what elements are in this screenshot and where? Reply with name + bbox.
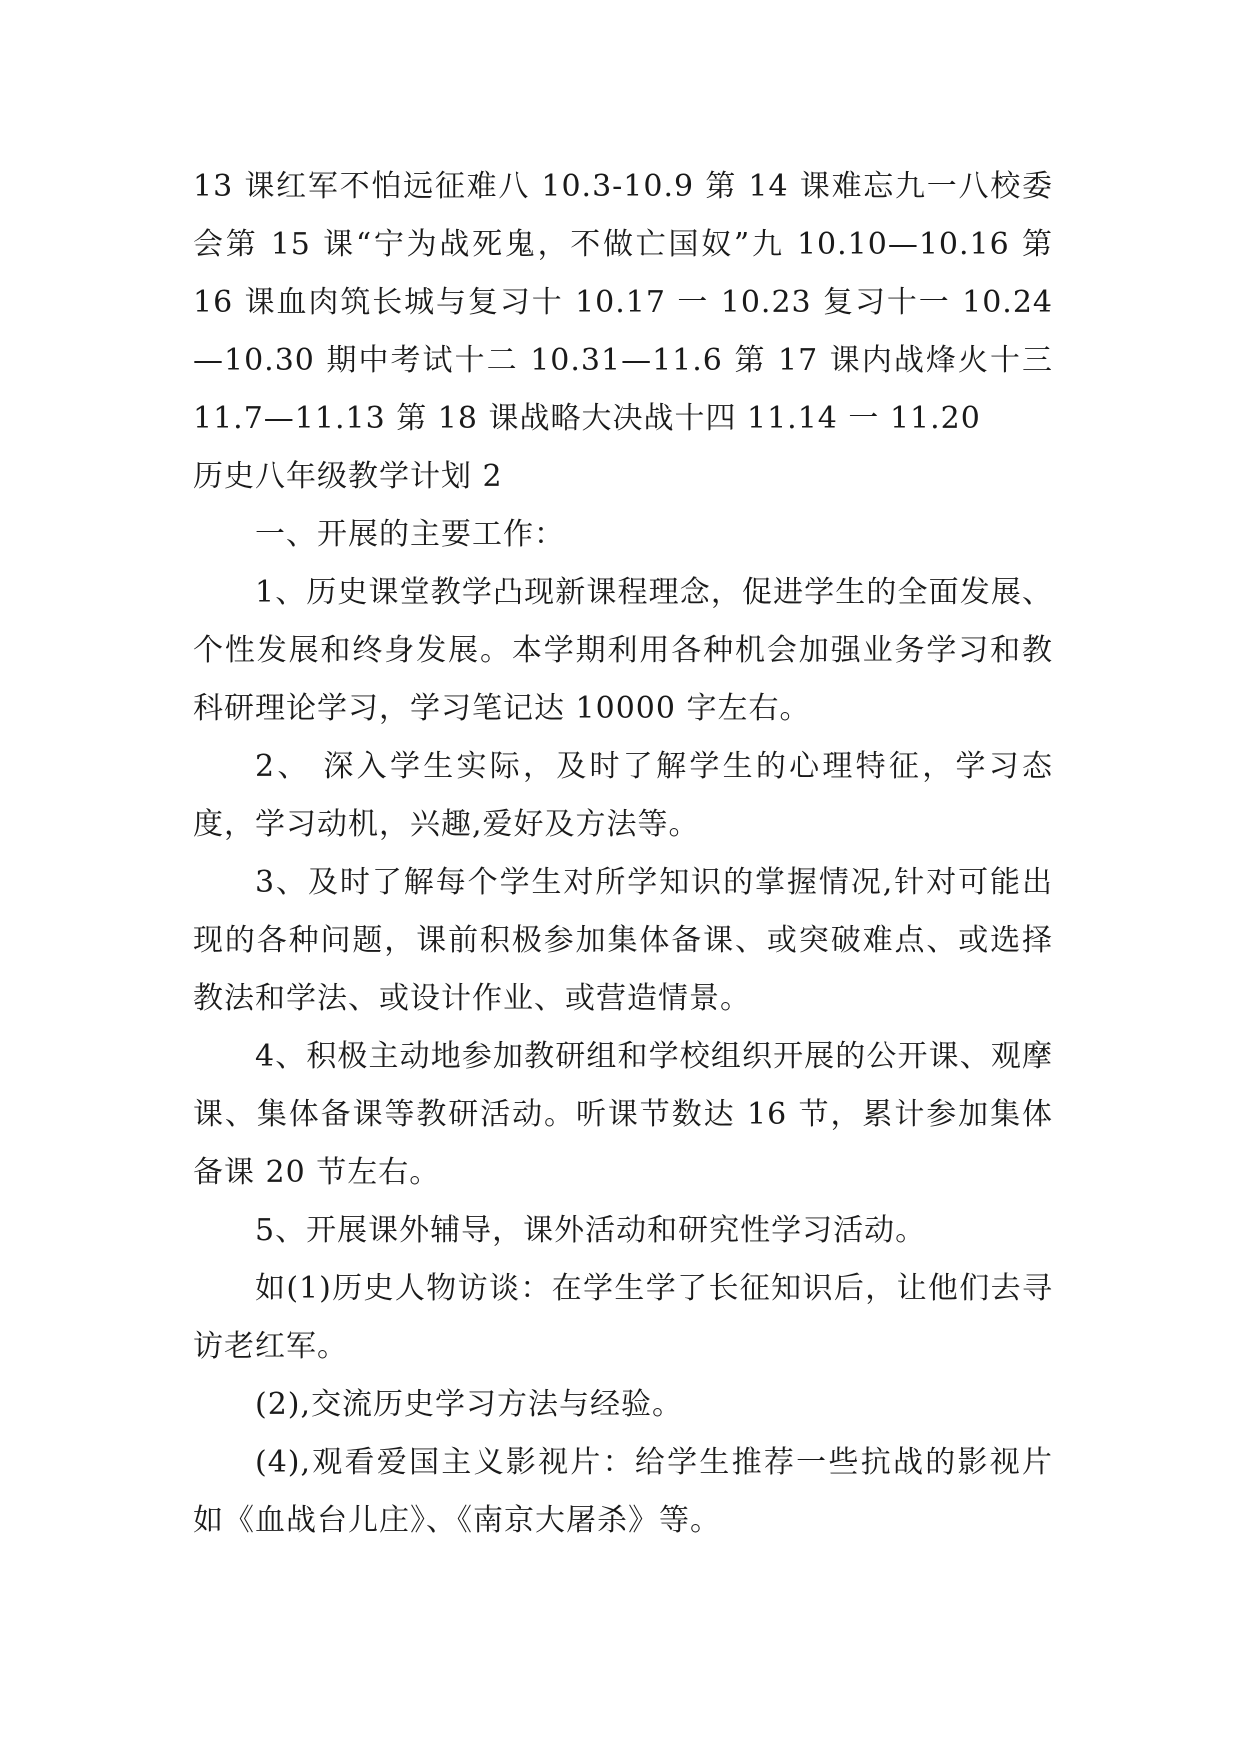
section-title: 历史八年级教学计划 2 <box>193 459 503 494</box>
paragraph-item-3: 3、及时了解每个学生对所学知识的掌握情况,针对可能出现的各种问题，课前积极参加集体备课、或突破难点、或选择教法和学法、或设计作业、或营造情景。 <box>193 865 1053 1016</box>
paragraph-example-4: (4),观看爱国主义影视片：给学生推荐一些抗战的影视片如《血战台儿庄》、《南京大屠杀》等。 <box>193 1445 1053 1538</box>
paragraph-item-1: 1、历史课堂教学凸现新课程理念，促进学生的全面发展、个性发展和终身发展。本学期利用各种机会加强业务学习和教科研理论学习，学习笔记达 10000 字左右。 <box>193 575 1053 726</box>
paragraph-example-1: 如(1)历史人物访谈：在学生学了长征知识后，让他们去寻访老红军。 <box>193 1271 1053 1364</box>
paragraph-schedule: 13 课红军不怕远征难八 10.3-10.9 第 14 课难忘九一八校委会第 15 课“宁为战死鬼，不做亡国奴”九 10.10—10.16 第 16 课血肉筑长城与复习十 10.17 一 10.23 复习十一 10.24—10.30 期中考试十二 10.31—11.6 第 17 课内战烽火十三 11.7—11.13 第 18 课战略大决战十四 11.14 一 11.20 <box>193 169 1053 436</box>
paragraph-item-4: 4、积极主动地参加教研组和学校组织开展的公开课、观摩课、集体备课等教研活动。听课节数达 16 节，累计参加集体备课 20 节左右。 <box>193 1039 1053 1190</box>
heading-main-work: 一、开展的主要工作： <box>255 517 565 552</box>
paragraph-item-5: 5、开展课外辅导，课外活动和研究性学习活动。 <box>255 1213 927 1248</box>
paragraph-item-2: 2、 深入学生实际，及时了解学生的心理特征，学习态度，学习动机，兴趣,爱好及方法等。 <box>193 749 1053 842</box>
paragraph-example-2: (2),交流历史学习方法与经验。 <box>255 1387 684 1422</box>
document-body <box>193 158 1053 1550</box>
